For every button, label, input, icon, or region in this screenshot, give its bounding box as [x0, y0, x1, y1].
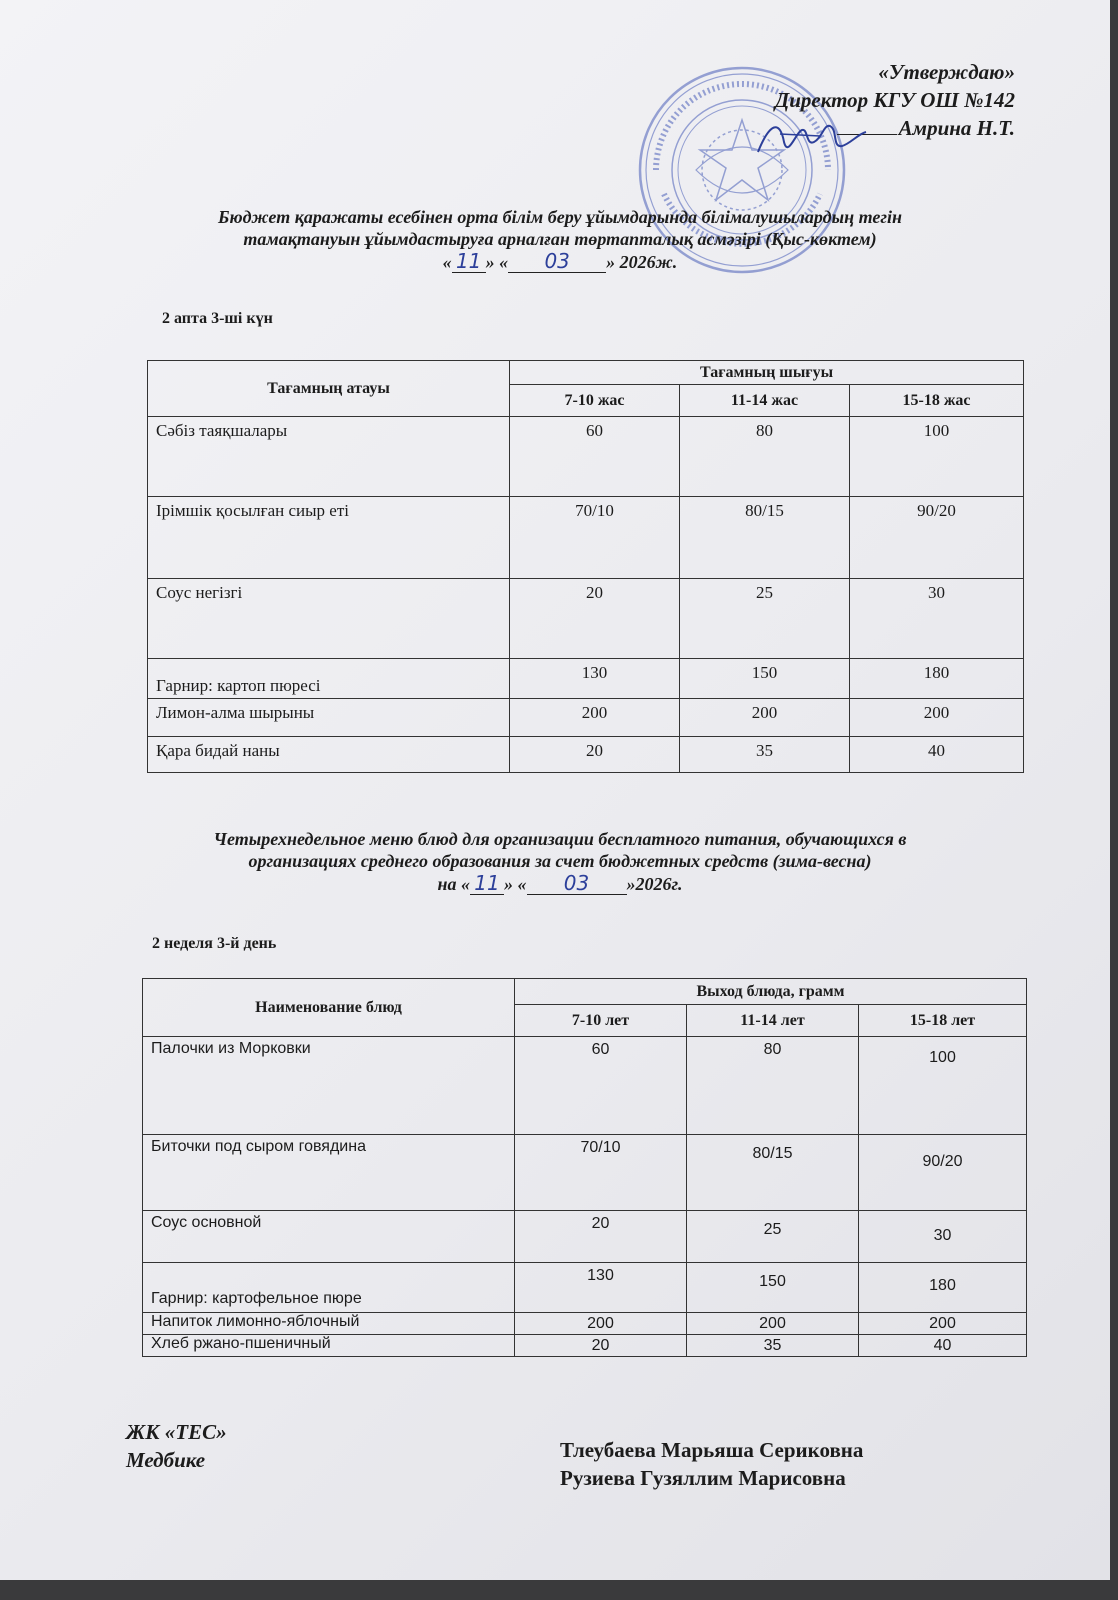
approval-director: Директор КГУ ОШ №142 [774, 88, 1015, 112]
portion-value: 80 [687, 1037, 859, 1135]
kz-col-age3: 15-18 жас [850, 385, 1024, 417]
table-row [143, 1135, 1027, 1211]
ru-col-age3: 15-18 лет [859, 1005, 1027, 1037]
portion-value: 200 [510, 699, 680, 737]
dish-name: Биточки под сыром говядина [143, 1135, 515, 1211]
table-row [143, 1335, 1027, 1357]
portion-value: 20 [515, 1211, 687, 1263]
portion-value: 200 [859, 1313, 1027, 1335]
ru-date-close: »2026г. [626, 874, 683, 894]
dish-name: Лимон-алма шырыны [148, 699, 510, 737]
portion-value: 130 [515, 1263, 687, 1313]
ru-date-line [438, 872, 683, 895]
portion-value: 25 [687, 1211, 859, 1263]
portion-value: 20 [515, 1335, 687, 1357]
dish-name: Соус негізгі [148, 579, 510, 659]
footer-role: Медбике [126, 1448, 206, 1472]
portion-value: 30 [850, 579, 1024, 659]
footer-person2: Рузиева Гузяллим Марисовна [560, 1466, 846, 1490]
portion-value: 150 [687, 1263, 859, 1313]
table-row [143, 1263, 1027, 1313]
portion-value: 200 [850, 699, 1024, 737]
portion-value: 90/20 [859, 1135, 1027, 1211]
kz-col-age2: 11-14 жас [680, 385, 850, 417]
dish-name: Қара бидай наны [148, 737, 510, 773]
table-row [148, 659, 1024, 699]
dish-name: Сәбіз таяқшалары [148, 417, 510, 497]
kz-date-close: » 2026ж. [606, 252, 678, 272]
table-row [143, 1313, 1027, 1335]
portion-value: 200 [680, 699, 850, 737]
portion-value: 180 [859, 1263, 1027, 1313]
portion-value: 80 [680, 417, 850, 497]
kz-date-open: « [442, 252, 452, 272]
portion-value: 80/15 [687, 1135, 859, 1211]
handwritten-signature-icon [750, 112, 870, 162]
ru-day-label: 2 неделя 3-й день [152, 935, 277, 952]
footer-people-block [560, 1436, 863, 1492]
table-row [143, 1037, 1027, 1135]
portion-value: 130 [510, 659, 680, 699]
portion-value: 20 [510, 579, 680, 659]
portion-value: 35 [687, 1335, 859, 1357]
kz-title-line2: тамақтануын ұйымдастыруға арналған төртапталық асмәзірі (Қыс-көктем) [243, 229, 877, 249]
portion-value: 20 [510, 737, 680, 773]
ru-col-age1: 7-10 лет [515, 1005, 687, 1037]
ru-title-line2: организациях среднего образования за счет бюджетных средств (зима-весна) [248, 851, 872, 871]
ru-menu-table [142, 978, 1027, 1357]
dish-name: Гарнир: картофельное пюре [143, 1263, 515, 1313]
portion-value: 70/10 [510, 497, 680, 579]
dish-name: Ірімшік қосылған сиыр еті [148, 497, 510, 579]
table-row [148, 737, 1024, 773]
table-row [143, 1211, 1027, 1263]
approval-title: «Утверждаю» [878, 60, 1015, 84]
portion-value: 25 [680, 579, 850, 659]
portion-value: 180 [850, 659, 1024, 699]
footer-org-block [126, 1418, 227, 1474]
footer-person1: Тлеубаева Марьяша Сериковна [560, 1438, 864, 1462]
footer-org: ЖК «ТЕС» [126, 1420, 227, 1444]
kz-date-mid: » « [485, 252, 509, 272]
portion-value: 60 [510, 417, 680, 497]
ru-date-day: 11 [470, 872, 504, 895]
ru-col-output: Выход блюда, грамм [515, 979, 1027, 1005]
portion-value: 100 [859, 1037, 1027, 1135]
kz-date-month: 03 [508, 250, 606, 273]
portion-value: 150 [680, 659, 850, 699]
table-row [148, 579, 1024, 659]
kz-title-line1: Бюджет қаражаты есебінен орта білім беру ұйымдарында білімалушылардың тегін [218, 207, 902, 227]
ru-title-line1: Четырехнедельное меню блюд для организации бесплатного питания, обучающихся в [213, 829, 907, 849]
dish-name: Соус основной [143, 1211, 515, 1263]
ru-col-name: Наименование блюд [143, 979, 515, 1037]
ru-date-month: 03 [527, 872, 627, 895]
portion-value: 200 [515, 1313, 687, 1335]
ru-date-open: на « [437, 874, 471, 894]
kz-date-line [443, 250, 678, 273]
portion-value: 80/15 [680, 497, 850, 579]
portion-value: 35 [680, 737, 850, 773]
dish-name: Напиток лимонно-яблочный [143, 1313, 515, 1335]
portion-value: 90/20 [850, 497, 1024, 579]
dish-name: Хлеб ржано-пшеничный [143, 1335, 515, 1357]
table-row [148, 699, 1024, 737]
portion-value: 70/10 [515, 1135, 687, 1211]
dish-name: Гарнир: картоп пюресі [148, 659, 510, 699]
kz-day-label: 2 апта 3-ші күн [162, 310, 273, 327]
portion-value: 40 [850, 737, 1024, 773]
kz-col-name: Тағамның атауы [148, 361, 510, 417]
dish-name: Палочки из Морковки [143, 1037, 515, 1135]
ru-title [110, 828, 1010, 895]
kz-menu-table [147, 360, 1024, 773]
portion-value: 60 [515, 1037, 687, 1135]
portion-value: 100 [850, 417, 1024, 497]
table-row [148, 497, 1024, 579]
approval-name: Амрина Н.Т. [898, 116, 1015, 140]
ru-date-mid: » « [504, 874, 527, 894]
kz-col-age1: 7-10 жас [510, 385, 680, 417]
portion-value: 200 [687, 1313, 859, 1335]
kz-title [110, 206, 1010, 273]
table-row [148, 417, 1024, 497]
portion-value: 30 [859, 1211, 1027, 1263]
portion-value: 40 [859, 1335, 1027, 1357]
kz-date-day: 11 [452, 250, 486, 273]
kz-col-output: Тағамның шығуы [510, 361, 1024, 385]
ru-col-age2: 11-14 лет [687, 1005, 859, 1037]
